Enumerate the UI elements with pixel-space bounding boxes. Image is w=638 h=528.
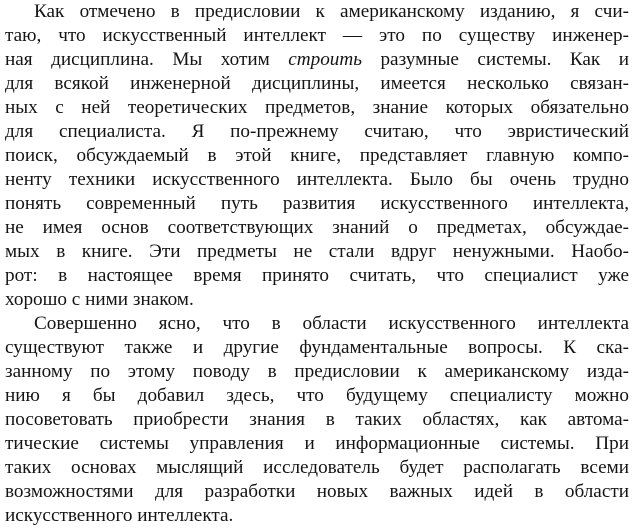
emphasis-text: строить xyxy=(288,49,362,70)
text-line: посоветовать приобрести знания в таких областях, как автома- xyxy=(5,409,629,430)
text-line: поиск, обсуждаемый в этой книге, представляет главную компо- xyxy=(5,145,629,166)
text-line: нию я бы добавил здесь, что будущему специалисту можно xyxy=(5,385,629,406)
text-line: тические системы управления и информационные системы. При xyxy=(5,433,629,454)
text-line: Совершенно ясно, что в области искусственного интеллекта xyxy=(34,313,629,334)
text-line: для специалиста. Я по-прежнему считаю, что эвристический xyxy=(5,121,629,142)
text-line: занному по этому поводу в предисловии к американскому изда- xyxy=(5,361,629,382)
text-line: возможностями для разработки новых важных идей в области xyxy=(5,481,629,502)
text-line: ная дисциплина. Мы хотим строить разумные системы. Как и xyxy=(5,49,629,70)
text-line: искусственного интеллекта. xyxy=(5,505,234,526)
text-line: хорошо с ними знаком. xyxy=(5,289,194,310)
text-line: Как отмечено в предисловии к американскому изданию, я счи- xyxy=(34,1,629,22)
text-line: рот: в настоящее время принято считать, что специалист уже xyxy=(5,265,629,286)
text-line: ненту техники искусственного интеллекта. Было бы очень трудно xyxy=(5,169,629,190)
text-line: таких основах мыслящий исследователь будет располагать всеми xyxy=(5,457,629,478)
text-line: мых в книге. Эти предметы не стали вдруг ненужными. Наобо- xyxy=(5,241,629,262)
text-line: существуют также и другие фундаментальные вопросы. К ска- xyxy=(5,337,629,358)
text-line: таю, что искусственный интеллект — это по существу инженер- xyxy=(5,25,629,46)
text-line: понять современный путь развития искусственного интеллекта, xyxy=(5,193,629,214)
text-line: ных с ней теоретических предметов, знание которых обязательно xyxy=(5,97,629,118)
text-line: не имея основ соответствующих знаний о предметах, обсуждае- xyxy=(5,217,629,238)
text-line: для всякой инженерной дисциплины, имеется несколько связан- xyxy=(5,73,629,94)
